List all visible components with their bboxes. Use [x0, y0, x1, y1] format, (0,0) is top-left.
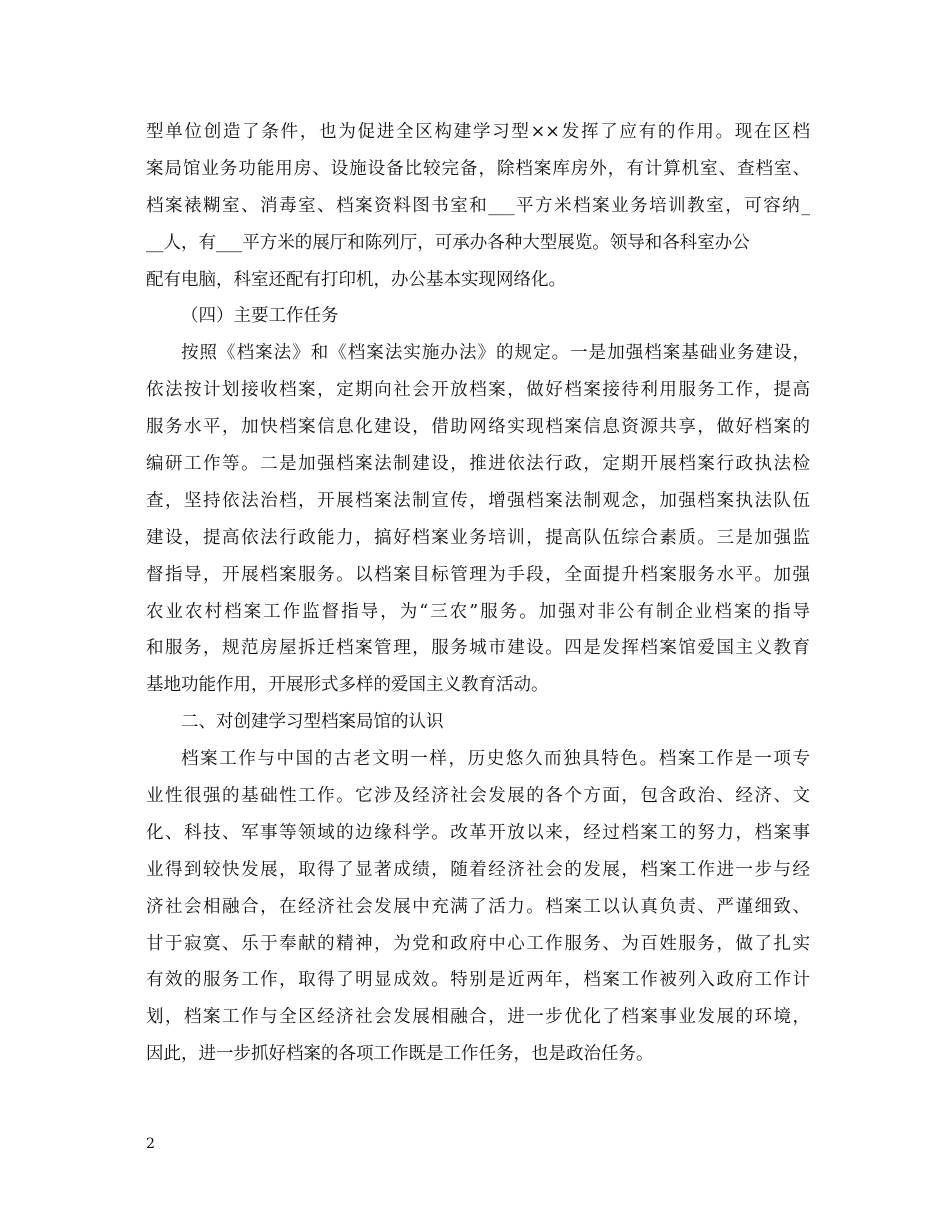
- text-line: 建设，提高依法行政能力，搞好档案业务培训，提高队伍综合素质。三是加强监: [146, 527, 810, 548]
- text-line: 案局馆业务功能用房、设施设备比较完备，除档案库房外，有计算机室、查档室、: [146, 158, 810, 179]
- text-line: 编研工作等。二是加强档案法制建设，推进依法行政，定期开展档案行政执法检: [146, 454, 810, 475]
- text-line: （四）主要工作任务: [181, 306, 339, 327]
- text-line: 济社会相融合，在经济社会发展中充满了活力。档案工以认真负责、严谨细致、: [146, 896, 810, 917]
- text-line: 配有电脑，科室还配有打印机，办公基本实现网络化。: [146, 269, 566, 290]
- text-line: 有效的服务工作，取得了明显成效。特别是近两年，档案工作被列入政府工作计: [146, 970, 810, 991]
- document-body: [146, 114, 810, 1073]
- text-line: 型单位创造了条件，也为促进全区构建学习型××发挥了应有的作用。现在区档: [146, 122, 810, 142]
- text-line: 基地功能作用，开展形式多样的爱国主义教育活动。: [146, 675, 549, 696]
- page-number: 2: [146, 1136, 155, 1152]
- text-line: __人，有___平方米的展厅和陈列厅，可承办各种大型展览。领导和各科室办公: [146, 232, 750, 253]
- text-line: 档案裱糊室、消毒室、档案资料图书室和___平方米档案业务培训教室，可容纳_: [146, 195, 810, 216]
- text-line: 甘于寂寞、乐于奉献的精神，为党和政府中心工作服务、为百姓服务，做了扎实: [146, 933, 810, 954]
- text-line: 化、科技、军事等领域的边缘科学。改革开放以来，经过档案工的努力，档案事: [146, 822, 810, 843]
- text-line: 因此，进一步抓好档案的各项工作既是工作任务，也是政治任务。: [146, 1044, 654, 1065]
- text-line: 依法按计划接收档案，定期向社会开放档案，做好档案接待利用服务工作，提高: [146, 380, 810, 401]
- text-line: 查，坚持依法治档，开展档案法制宣传，增强档案法制观念，加强档案执法队伍: [146, 490, 810, 511]
- text-line: 服务水平，加快档案信息化建设，借助网络实现档案信息资源共享，做好档案的: [146, 417, 810, 438]
- text-line: 二、对创建学习型档案局馆的认识: [181, 712, 444, 733]
- text-line: 划，档案工作与全区经济社会发展相融合，进一步优化了档案事业发展的环境，: [146, 1007, 810, 1028]
- text-line: 督指导，开展档案服务。以档案目标管理为手段，全面提升档案服务水平。加强: [146, 564, 810, 585]
- text-line: 业得到较快发展，取得了显著成绩，随着经济社会的发展，档案工作进一步与经: [146, 859, 810, 880]
- text-line: 业性很强的基础性工作。它涉及经济社会发展的各个方面，包含政治、经济、文: [146, 786, 810, 807]
- text-line: 按照《档案法》和《档案法实施办法》的规定。一是加强档案基础业务建设，: [181, 343, 810, 364]
- text-line: 档案工作与中国的古老文明一样，历史悠久而独具特色。档案工作是一项专: [181, 749, 810, 770]
- text-line: 和服务，规范房屋拆迁档案管理，服务城市建设。四是发挥档案馆爱国主义教育: [146, 638, 810, 659]
- text-line: 农业农村档案工作监督指导，为“三农”服务。加强对非公有制企业档案的指导: [146, 601, 810, 622]
